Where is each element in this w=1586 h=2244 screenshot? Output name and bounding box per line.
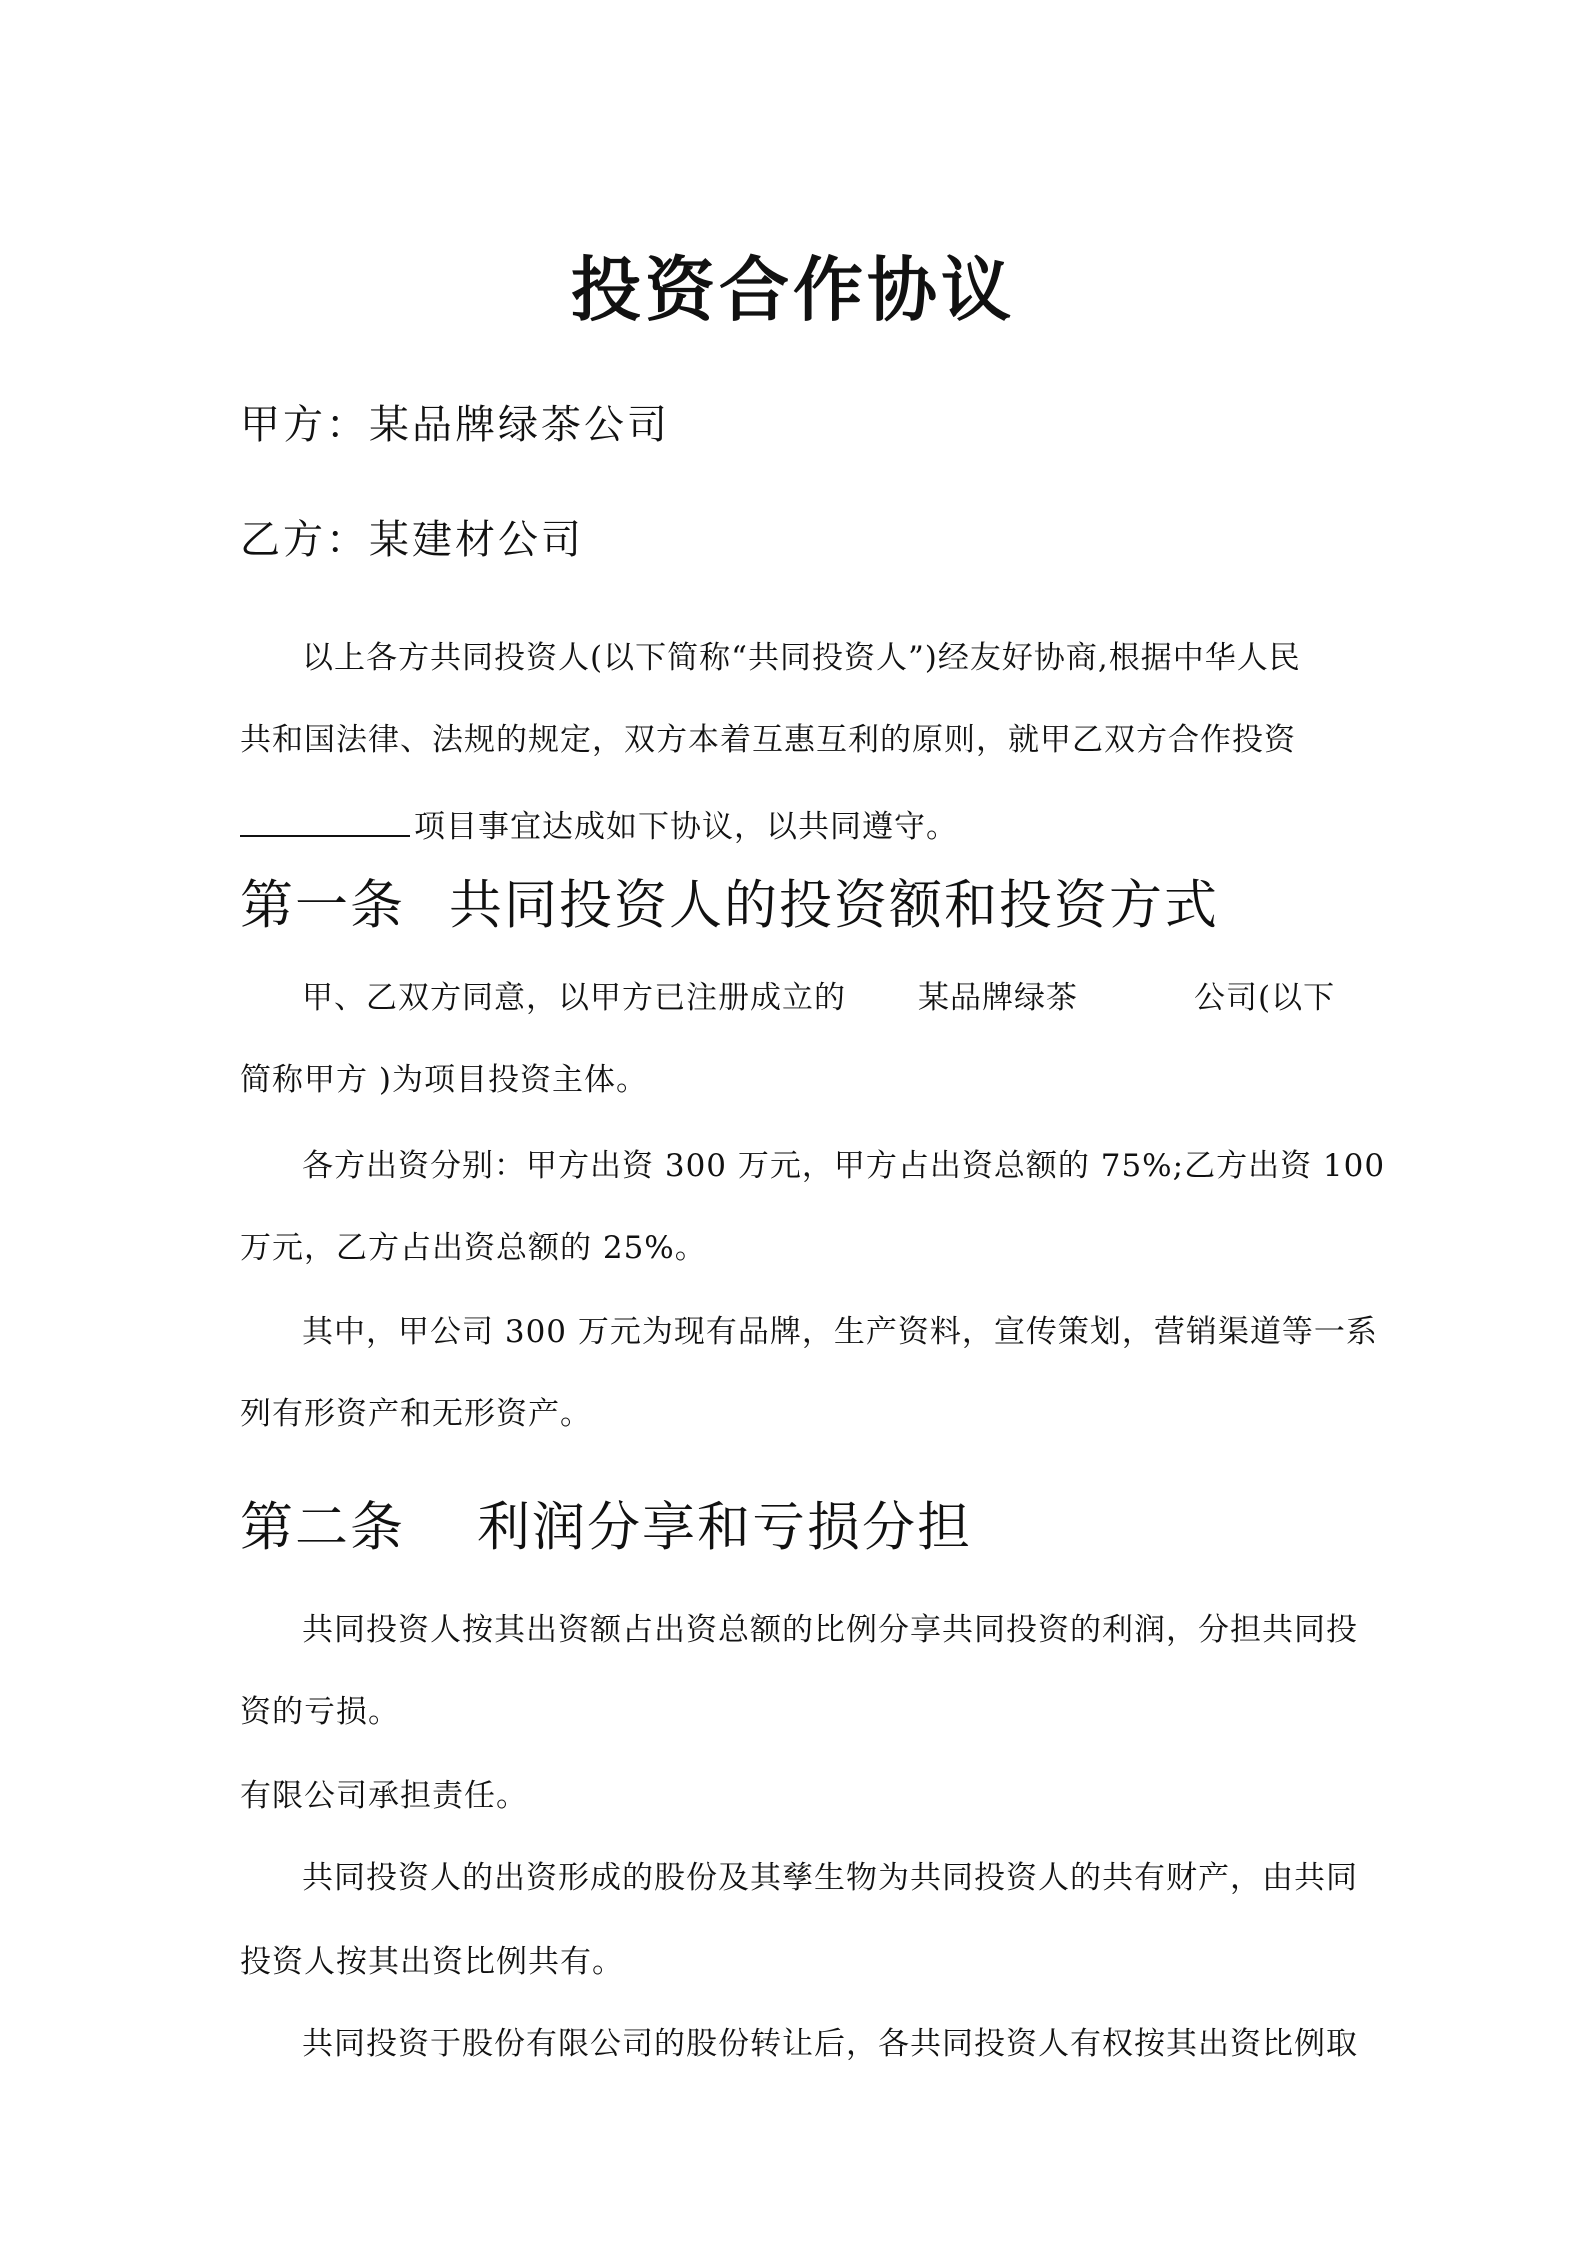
article-1-p1-line-2: 简称甲方 )为项目投资主体。	[240, 1062, 648, 1098]
article-1-heading	[240, 874, 1219, 938]
article-2-p1-line-2: 资的亏损。	[240, 1694, 400, 1730]
article-1-p1-part-c: 公司(以下	[1194, 980, 1336, 1016]
preamble-line-3-text: 项目事宜达成如下协议，以共同遵守。	[414, 809, 958, 845]
article-1-p2-line-2: 万元，乙方占出资总额的 25%。	[240, 1230, 707, 1266]
article-2-heading	[240, 1496, 972, 1560]
article-1-company-name: 某品牌绿茶	[918, 980, 1078, 1016]
article-2-title: 利润分享和亏损分担	[477, 1497, 972, 1558]
article-1-p2-line-1: 各方出资分别：甲方出资 300 万元，甲方占出资总额的 75%;乙方出资 100	[302, 1148, 1386, 1184]
article-1-number: 第一条	[240, 875, 405, 936]
article-1-title: 共同投资人的投资额和投资方式	[449, 875, 1219, 936]
document-title: 投资合作协议	[571, 248, 1015, 331]
preamble-line-2: 共和国法律、法规的规定，双方本着互惠互利的原则，就甲乙双方合作投资	[240, 722, 1296, 758]
party-b: 乙方：某建材公司	[240, 517, 584, 563]
project-name-blank	[240, 805, 410, 837]
article-2-p2-line-1: 有限公司承担责任。	[240, 1778, 528, 1814]
article-2-p1-line-1: 共同投资人按其出资额占出资总额的比例分享共同投资的利润，分担共同投	[302, 1612, 1358, 1648]
article-2-p3-line-2: 投资人按其出资比例共有。	[240, 1944, 624, 1980]
article-2-p3-line-1: 共同投资人的出资形成的股份及其孳生物为共同投资人的共有财产，由共同	[302, 1860, 1358, 1896]
party-a: 甲方：某品牌绿茶公司	[240, 402, 670, 448]
article-1-p3-line-1: 其中，甲公司 300 万元为现有品牌，生产资料，宣传策划，营销渠道等一系	[302, 1314, 1378, 1350]
article-1-p1-line-1	[302, 978, 1335, 1018]
article-2-p4-line-1: 共同投资于股份有限公司的股份转让后，各共同投资人有权按其出资比例取	[302, 2026, 1358, 2062]
article-1-p1-part-a: 甲、乙双方同意，以甲方已注册成立的	[302, 980, 846, 1016]
article-1-p3-line-2: 列有形资产和无形资产。	[240, 1396, 592, 1432]
preamble-line-1: 以上各方共同投资人(以下简称“共同投资人”)经友好协商,根据中华人民	[302, 640, 1301, 676]
preamble-line-3	[240, 805, 958, 847]
article-2-number: 第二条	[240, 1497, 405, 1558]
